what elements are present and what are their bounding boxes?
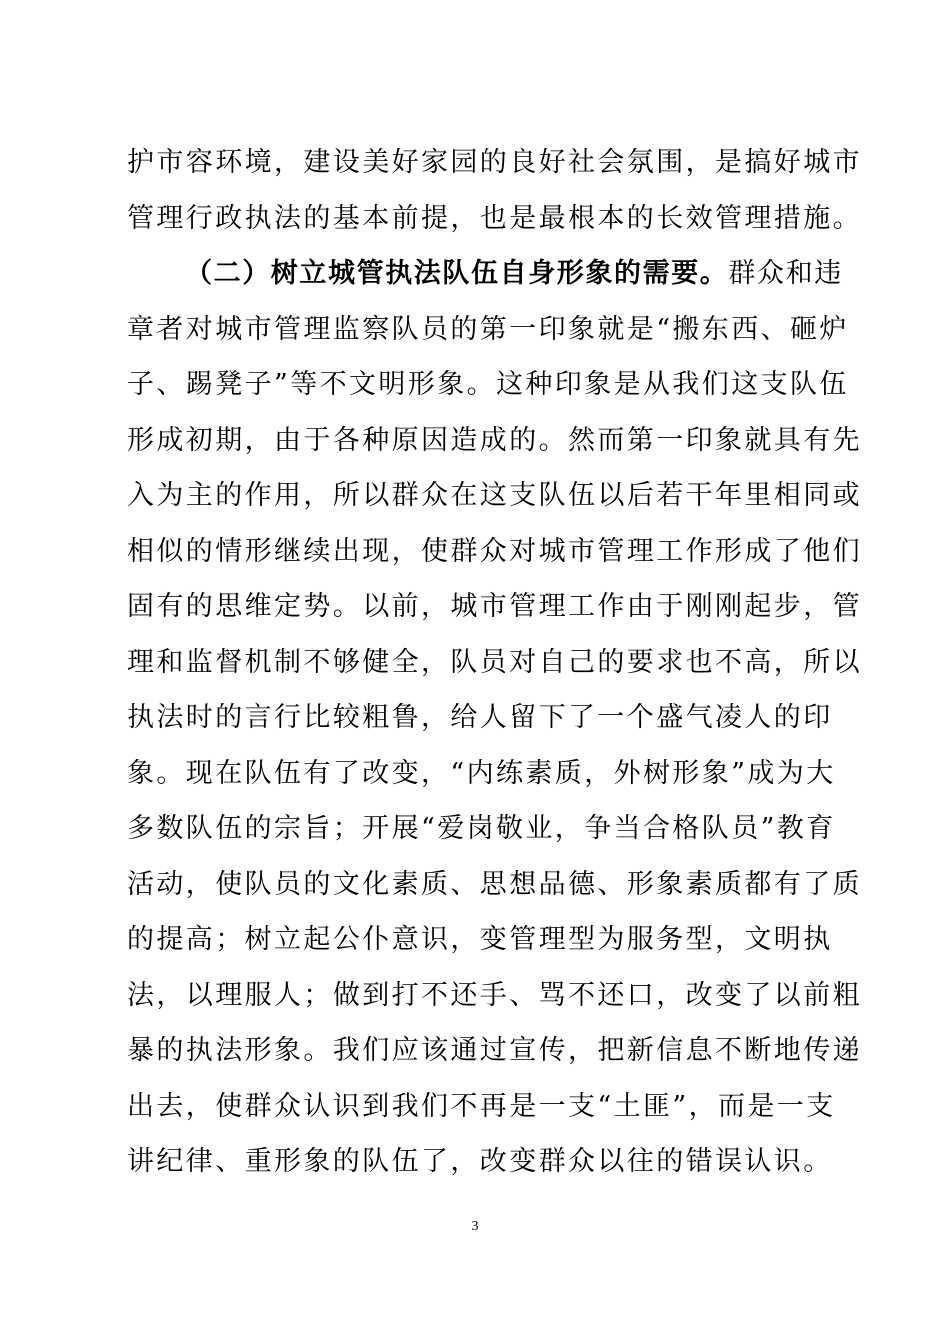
text-line-6: 形成初期，由于各种原因造成的。然而第一印象就具有先 bbox=[127, 425, 862, 456]
text-line-4: 章者对城市管理监察队员的第一印象就是“搬东西、砸炉 bbox=[127, 314, 849, 345]
text-line-7: 入为主的作用，所以群众在这支队伍以后若干年里相同或 bbox=[127, 480, 862, 511]
section-heading-continuation: 群众和违 bbox=[728, 258, 843, 289]
text-line-19: 讲纪律、重形象的队伍了，改变群众以往的错误认识。 bbox=[127, 1146, 833, 1177]
text-line-5: 子、踢凳子”等不文明形象。这种印象是从我们这支队伍 bbox=[127, 369, 849, 400]
text-line-10: 理和监督机制不够健全，队员对自己的要求也不高，所以 bbox=[127, 647, 862, 678]
text-line-9: 固有的思维定势。以前，城市管理工作由于刚刚起步，管 bbox=[127, 591, 862, 622]
text-line-8: 相似的情形继续出现，使群众对城市管理工作形成了他们 bbox=[127, 536, 862, 567]
text-line-11: 执法时的言行比较粗鲁，给人留下了一个盛气凌人的印 bbox=[127, 702, 833, 733]
page-number: 3 bbox=[471, 1219, 479, 1234]
text-line-14: 活动，使队员的文化素质、思想品德、形象素质都有了质 bbox=[127, 869, 862, 900]
text-line-2: 管理行政执法的基本前提，也是最根本的长效管理措施。 bbox=[127, 203, 862, 234]
text-line-17: 暴的执法形象。我们应该通过宣传，把新信息不断地传递 bbox=[127, 1035, 862, 1066]
text-line-15: 的提高；树立起公仆意识，变管理型为服务型，文明执 bbox=[127, 924, 833, 955]
text-line-12: 象。现在队伍有了改变，“内练素质，外树形象”成为大 bbox=[127, 758, 836, 789]
text-line-13: 多数队伍的宗旨；开展“爱岗敬业，争当合格队员”教育 bbox=[127, 813, 836, 844]
text-line-1: 护市容环境，建设美好家园的良好社会氛围，是搞好城市 bbox=[127, 147, 862, 178]
section-heading: （二）树立城管执法队伍自身形象的需要。 bbox=[185, 258, 729, 289]
section-heading-line bbox=[185, 257, 885, 291]
text-line-16: 法，以理服人；做到打不还手、骂不还口，改变了以前粗 bbox=[127, 980, 862, 1011]
text-line-18: 出去，使群众认识到我们不再是一支“土匪”，而是一支 bbox=[127, 1091, 836, 1122]
